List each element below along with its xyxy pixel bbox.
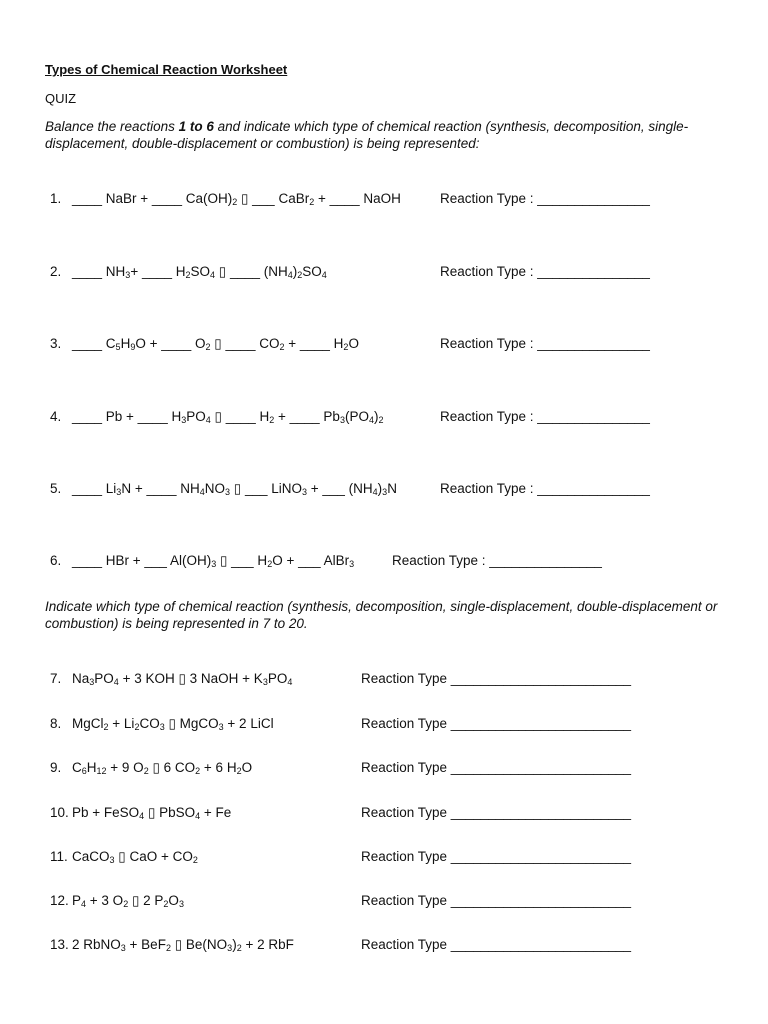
- question-4-equation: ____ Pb + ____ $H_3PO_4$ ▯ ____ $H_2$ + ____ $Pb_3(PO_4)_2$: [72, 409, 384, 425]
- question-13-equation: 2 RbNO$_3$ + BeF$_2$ ▯ $Be(NO_3)_2 + 2$ RbF: [72, 937, 294, 953]
- question-4-reaction-type: Reaction Type : _______________: [440, 409, 650, 424]
- instruction-part1-pre: Balance the reactions: [45, 119, 179, 134]
- instruction-part2: Indicate which type of chemical reaction (synthesis, decomposition, single-displacement, double-displacement or combustion) is being represented in 7 to 20.: [45, 599, 718, 631]
- instruction-part1: [45, 118, 735, 152]
- question-2-number: 2.: [50, 264, 62, 279]
- question-13-number: 13.: [50, 937, 69, 952]
- question-6-reaction-type: Reaction Type : _______________: [392, 553, 602, 568]
- question-11-reaction-type: Reaction Type ________________________: [361, 849, 631, 864]
- question-12-equation: $P_4 + 3$ $O_2$ ▯ 2 $P_2O_3$: [72, 893, 184, 909]
- question-5-reaction-type: Reaction Type : _______________: [440, 481, 650, 496]
- question-10-reaction-type: Reaction Type ________________________: [361, 805, 631, 820]
- question-1-number: 1.: [50, 191, 62, 206]
- question-10-equation: Pb + FeSO$_4$ ▯ PbSO$_4$ + Fe: [72, 805, 232, 821]
- question-9-reaction-type: Reaction Type ________________________: [361, 760, 631, 775]
- question-6-number: 6.: [50, 553, 62, 568]
- question-7-equation: $Na_3PO_4 + 3$ KOH ▯ 3 NaOH + $K_3PO_4$: [72, 671, 293, 687]
- question-1-equation: ____ NaBr + ____ $Ca(OH)_2$ ▯ ___ CaBr$_2$ + ____ NaOH: [72, 191, 401, 207]
- question-9-equation: $C_6H_{12} + 9$ $O_2$ ▯ 6 $CO_2 + 6$ $H_2O$: [72, 760, 253, 776]
- instruction-part1-post: and indicate which type of chemical reaction (synthesis, decomposition, single-displacement, double-displacement or combustion) is being represented:: [45, 119, 689, 151]
- question-12-reaction-type: Reaction Type ________________________: [361, 893, 631, 908]
- question-4-number: 4.: [50, 409, 62, 424]
- question-8-reaction-type: Reaction Type ________________________: [361, 716, 631, 731]
- question-2-equation: ____ $NH_3+$ ____ $H_2SO_4$ ▯ ____ $(NH_4)_2SO_4$: [72, 264, 327, 280]
- question-5-number: 5.: [50, 481, 62, 496]
- question-8-number: 8.: [50, 716, 62, 731]
- question-3-equation: ____ $C_5H_9O$ + ____ $O_2$ ▯ ____ $CO_2$ + ____ $H_2O$: [72, 336, 359, 352]
- question-7-reaction-type: Reaction Type ________________________: [361, 671, 631, 686]
- worksheet-title: Types of Chemical Reaction Worksheet: [45, 62, 288, 77]
- question-13-reaction-type: Reaction Type ________________________: [361, 937, 631, 952]
- quiz-label: QUIZ: [45, 91, 77, 106]
- question-11-equation: CaCO$_3$ ▯ CaO + $CO_2$: [72, 849, 198, 865]
- question-6-equation: ____ HBr + ___ $Al(OH)_3$ ▯ ___ $H_2O$ + ___ AlBr$_3$: [72, 553, 355, 569]
- question-3-number: 3.: [50, 336, 62, 351]
- question-1-reaction-type: Reaction Type : _______________: [440, 191, 650, 206]
- question-5-equation: ____ $Li_3N$ + ____ $NH_4NO_3$ ▯ ___ LiNO$_3$ + ___ $(NH_4)_3N$: [72, 481, 397, 497]
- question-9-number: 9.: [50, 760, 62, 775]
- instruction-part1-bold: 1 to 6: [178, 119, 214, 134]
- question-7-number: 7.: [50, 671, 62, 686]
- question-2-reaction-type: Reaction Type : _______________: [440, 264, 650, 279]
- question-10-number: 10.: [50, 805, 69, 820]
- question-8-equation: MgCl$_2$ + $Li_2CO_3$ ▯ MgCO$_3$ + 2 LiCl: [72, 716, 274, 732]
- question-3-reaction-type: Reaction Type : _______________: [440, 336, 650, 351]
- question-11-number: 11.: [50, 849, 68, 864]
- question-12-number: 12.: [50, 893, 69, 908]
